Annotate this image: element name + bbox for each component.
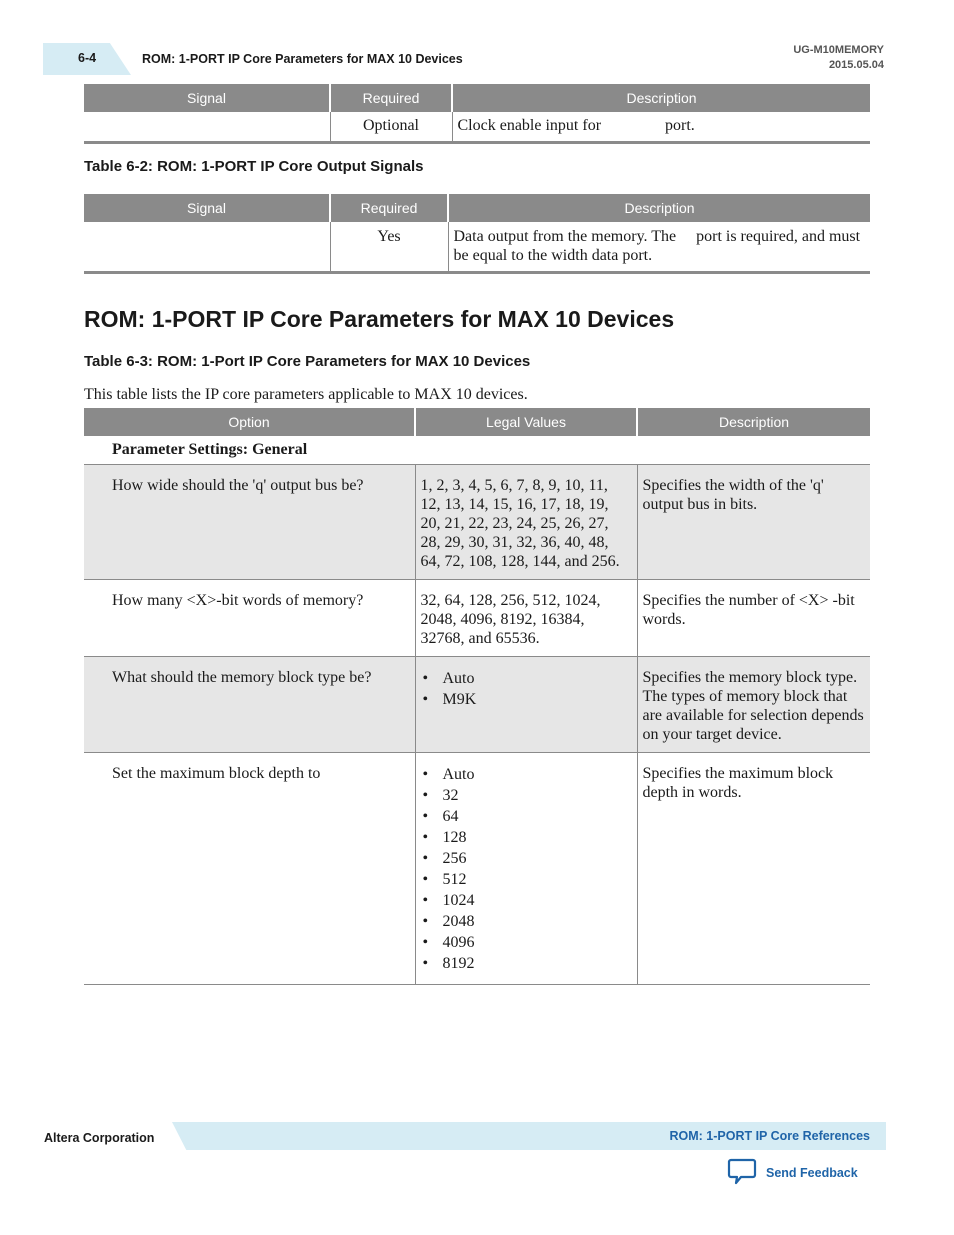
table-caption: Table 6-2: ROM: 1-PORT IP Core Output Signals [84, 158, 424, 175]
legal-values-cell: 32, 64, 128, 256, 512, 1024, 2048, 4096, 8192, 16384, 32768, and 65536. [415, 580, 637, 657]
doc-id-code: UG-M10MEMORY [793, 44, 884, 56]
legal-values-cell: 1, 2, 3, 4, 5, 6, 7, 8, 9, 10, 11, 12, 13, 14, 15, 16, 17, 18, 19, 20, 21, 22, 23, 24, 25, 26, 27, 28, 29, 30, 31, 32, 36, 40, 48, 64, 72, 108, 128, 144, and 256. [415, 465, 637, 580]
signal-cell [84, 222, 330, 273]
description-cell: Specifies the memory block type. The types of memory block that are available for selection depends on your target device. [637, 657, 870, 753]
required-cell: Yes [330, 222, 448, 273]
col-header-description: Description [452, 84, 870, 112]
input-signals-table-continued [84, 84, 870, 144]
list-item: • Auto [443, 764, 632, 785]
legal-values-list [421, 668, 632, 710]
description-cell: Specifies the width of the 'q' output bus in bits. [637, 465, 870, 580]
send-feedback-label: Send Feedback [766, 1166, 858, 1180]
list-item: • 512 [443, 869, 632, 890]
send-feedback-link[interactable] [727, 1158, 858, 1188]
intro-paragraph: This table lists the IP core parameters applicable to MAX 10 devices. [84, 386, 528, 403]
table-row [84, 580, 870, 657]
footer-reference-link[interactable]: ROM: 1-PORT IP Core References [669, 1129, 870, 1143]
output-signals-table [84, 194, 870, 274]
col-header-description: Description [448, 194, 870, 222]
option-cell: What should the memory block type be? [84, 657, 415, 753]
legal-values-cell [415, 753, 637, 985]
list-item: • 128 [443, 827, 632, 848]
col-header-signal: Signal [84, 194, 330, 222]
list-item: • Auto [443, 668, 632, 689]
table-row [84, 112, 870, 143]
page-number: 6-4 [78, 51, 97, 65]
list-item: • 64 [443, 806, 632, 827]
description-cell: Clock enable input for port. [452, 112, 870, 143]
table-row [84, 657, 870, 753]
description-cell: Specifies the number of <X> -bit words. [637, 580, 870, 657]
col-header-signal: Signal [84, 84, 330, 112]
col-header-description: Description [637, 408, 870, 436]
list-item: • 2048 [443, 911, 632, 932]
list-item: • 8192 [443, 953, 632, 974]
table-caption: Table 6-3: ROM: 1-Port IP Core Parameters for MAX 10 Devices [84, 353, 531, 370]
option-cell: How many <X>-bit words of memory? [84, 580, 415, 657]
header-title: ROM: 1-PORT IP Core Parameters for MAX 10 Devices [142, 52, 463, 66]
feedback-icon [727, 1158, 757, 1188]
legal-values-list [421, 764, 632, 974]
description-cell: Data output from the memory. The port is required, and must be equal to the width data port. [448, 222, 870, 273]
table-row [84, 753, 870, 985]
option-cell: How wide should the 'q' output bus be? [84, 465, 415, 580]
document-id [793, 43, 884, 73]
parameter-group-row [84, 436, 870, 465]
col-header-required: Required [330, 194, 448, 222]
option-cell: Set the maximum block depth to [84, 753, 415, 985]
list-item: • 4096 [443, 932, 632, 953]
legal-values-cell [415, 657, 637, 753]
list-item: • 32 [443, 785, 632, 806]
col-header-option: Option [84, 408, 415, 436]
description-cell: Specifies the maximum block depth in words. [637, 753, 870, 985]
col-header-legal-values: Legal Values [415, 408, 637, 436]
table-row [84, 465, 870, 580]
col-header-required: Required [330, 84, 452, 112]
parameters-table [84, 408, 870, 985]
list-item: • 256 [443, 848, 632, 869]
parameter-group-label: Parameter Settings: General [112, 441, 308, 458]
list-item: • 1024 [443, 890, 632, 911]
required-cell: Optional [330, 112, 452, 143]
footer-company: Altera Corporation [44, 1131, 155, 1145]
list-item: • M9K [443, 689, 632, 710]
table-row [84, 222, 870, 273]
section-title: ROM: 1-PORT IP Core Parameters for MAX 10 Devices [84, 306, 675, 332]
signal-cell [84, 112, 330, 143]
doc-date: 2015.05.04 [828, 59, 884, 71]
